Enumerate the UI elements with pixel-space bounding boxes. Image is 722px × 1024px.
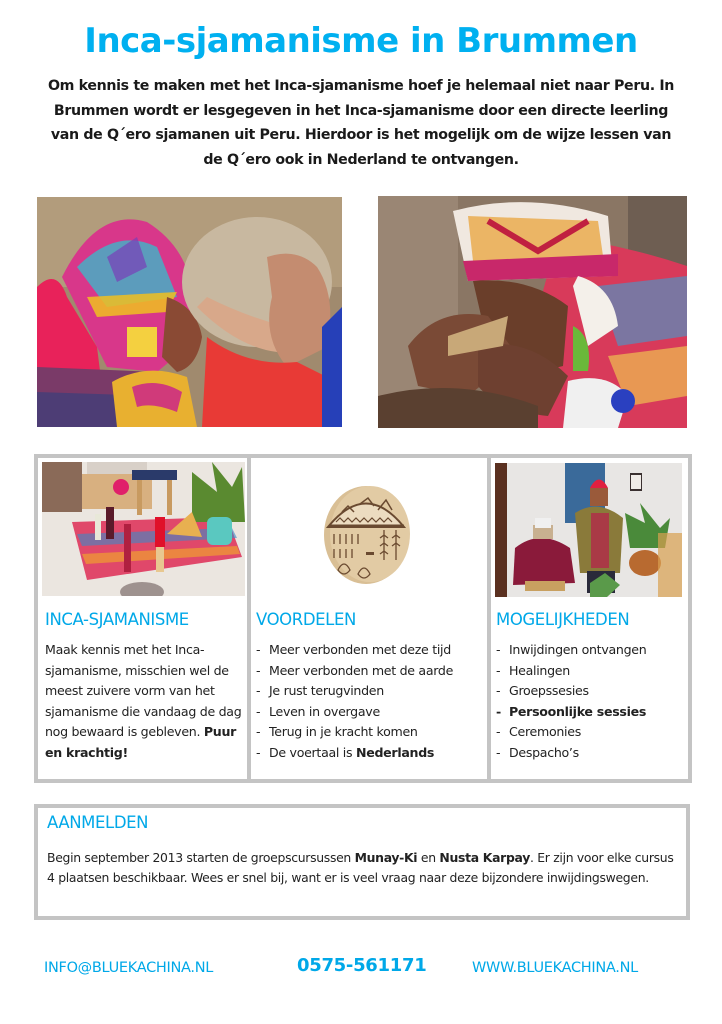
list-item: - Inwijdingen ontvangen — [495, 640, 685, 661]
list-item: - Groepssesies — [495, 681, 685, 702]
photo-shaman-blessing-image — [378, 196, 687, 428]
list-item: - Healingen — [495, 661, 685, 682]
list-item: - Despacho’s — [495, 743, 685, 764]
signup-heading: AANMELDEN — [47, 813, 149, 832]
shamans-ceremony-photo — [495, 463, 682, 597]
list-item — [255, 743, 485, 764]
shamans-ceremony-photo-image — [495, 463, 682, 597]
signup-text-part: Begin september 2013 starten de groepscursussen — [47, 850, 355, 865]
options-list — [495, 640, 685, 764]
tagline: Puur en krachtig! — [45, 724, 237, 760]
column-heading-voordelen: VOORDELEN — [256, 610, 356, 629]
list-item: - Meer verbonden met de aarde — [255, 661, 485, 682]
list-item: - Persoonlijke sessies — [495, 702, 685, 723]
photo-forehead-blessing — [37, 197, 342, 427]
benefits-list — [255, 640, 485, 764]
column-text-inca-sjamanisme — [45, 640, 245, 764]
signup-text — [47, 848, 677, 888]
column-divider — [487, 454, 491, 783]
intro-paragraph: Om kennis te maken met het Inca-sjamanisme hoef je helemaal niet naar Peru. In Brummen wordt er lesgegeven in het Inca-sjamanisme door een directe leerling van de Q´ero sjamanen uit Peru. Hierdoor is het mogelijk om de wijze lessen van de Q´ero ook in Nederland te ontvangen. — [47, 78, 675, 168]
shaman-drum-image — [320, 482, 412, 586]
course-name-nusta-karpay: Nusta Karpay — [439, 850, 530, 865]
list-item: - Ceremonies — [495, 722, 685, 743]
signup-box — [34, 804, 690, 920]
email-link[interactable]: INFO@BLUEKACHINA.NL — [44, 960, 214, 976]
photo-shaman-blessing — [378, 196, 687, 428]
column-divider — [247, 454, 251, 783]
signup-text-part: . Er zijn voor elke cursus 4 plaatsen beschikbaar. Wees er snel bij, want er is veel vraag naar deze bijzondere inwijdingswegen. — [47, 850, 674, 885]
list-item: - Je rust terugvinden — [255, 681, 485, 702]
altar-mesa-photo — [42, 462, 245, 596]
column-heading-inca-sjamanisme: INCA-SJAMANISME — [45, 610, 189, 629]
phone-link[interactable]: 0575-561171 — [297, 955, 427, 976]
drum-icon — [320, 482, 412, 586]
list-item: - Terug in je kracht komen — [255, 722, 485, 743]
list-item-text: De voertaal is — [269, 744, 356, 760]
signup-text-part: en — [417, 850, 440, 865]
altar-mesa-photo-image — [42, 462, 245, 596]
course-name-munay-ki: Munay-Ki — [354, 850, 418, 865]
website-link[interactable]: WWW.BLUEKACHINA.NL — [472, 960, 638, 976]
photo-forehead-blessing-image — [37, 197, 342, 427]
intro-text: Maak kennis met het Inca-sjamanisme, misschien wel de meest zuivere vorm van het sjamanisme die vandaag de dag nog bewaard is gebleven. — [45, 642, 242, 740]
page-title: Inca-sjamanisme in Brummen — [84, 21, 638, 61]
list-item: - Meer verbonden met deze tijd — [255, 640, 485, 661]
list-item: - Leven in overgave — [255, 702, 485, 723]
list-item-bold: Nederlands — [355, 744, 435, 760]
column-heading-mogelijkheden: MOGELIJKHEDEN — [496, 610, 630, 629]
